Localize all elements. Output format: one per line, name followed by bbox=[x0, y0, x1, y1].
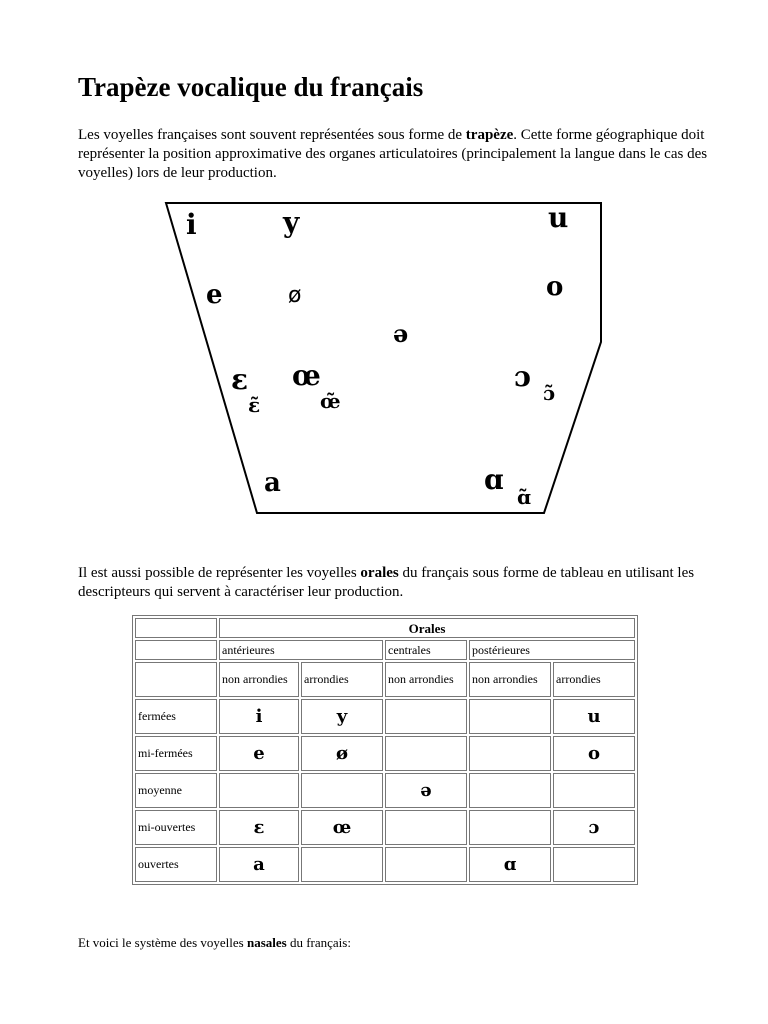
vowel-cell bbox=[301, 847, 383, 882]
table-row bbox=[135, 847, 635, 882]
table-row bbox=[135, 736, 635, 771]
vowel-cell: o bbox=[553, 736, 635, 771]
vowel-a: a bbox=[264, 468, 281, 498]
nasal-intro-bold-term: nasales bbox=[246, 935, 287, 950]
table-row bbox=[135, 699, 635, 734]
nasal-intro-end: du français: bbox=[286, 935, 351, 950]
vowel-cell bbox=[385, 699, 467, 734]
vowel-cell: ə bbox=[385, 773, 467, 808]
nasal-intro-start: Et voici le système des voyelles bbox=[78, 935, 247, 950]
vowel-cell bbox=[385, 847, 467, 882]
vowel-cell bbox=[469, 699, 551, 734]
vowel-open-o: ɔ bbox=[514, 360, 532, 393]
vowel-o-slash: ø bbox=[288, 283, 302, 308]
row-label: fermées bbox=[135, 699, 217, 734]
vowel-cell: y bbox=[301, 699, 383, 734]
sub-cen-non-arrondies: non arrondies bbox=[385, 662, 467, 697]
trapeze-outline bbox=[166, 203, 601, 513]
table-group-row bbox=[135, 640, 635, 660]
group-empty-cell bbox=[135, 640, 217, 660]
vowel-cell bbox=[385, 810, 467, 845]
vowel-cell: ø bbox=[301, 736, 383, 771]
vowel-cell bbox=[301, 773, 383, 808]
sub-pos-arrondies: arrondies bbox=[553, 662, 635, 697]
row-label: moyenne bbox=[135, 773, 217, 808]
table-sub-row bbox=[135, 662, 635, 697]
oral-vowels-table bbox=[132, 615, 638, 885]
vowel-u: u bbox=[548, 201, 569, 234]
nasal-intro-paragraph bbox=[78, 933, 718, 952]
vowel-cell bbox=[219, 773, 299, 808]
group-posterieures: postérieures bbox=[469, 640, 635, 660]
sub-pos-non-arrondies: non arrondies bbox=[469, 662, 551, 697]
row-label: ouvertes bbox=[135, 847, 217, 882]
vowel-y: y bbox=[283, 206, 300, 239]
table-row bbox=[135, 773, 635, 808]
vowel-cell bbox=[469, 810, 551, 845]
vowel-cell: ɛ bbox=[219, 810, 299, 845]
page-title: Trapèze vocalique du français bbox=[78, 72, 424, 102]
table-intro-start: Il est aussi possible de représenter les voyelles bbox=[78, 565, 361, 581]
intro-bold-term: trapèze bbox=[465, 127, 514, 143]
vowel-cell: ɑ bbox=[469, 847, 551, 882]
table-intro-end: du français sous forme de tableau en utilisant les descripteurs qui servent à caractériser leur production. bbox=[78, 565, 695, 600]
vowel-cell: e bbox=[219, 736, 299, 771]
vowel-schwa: ə bbox=[393, 319, 409, 348]
vowel-oe-nasal: œ̃ bbox=[320, 389, 341, 413]
table-row bbox=[135, 810, 635, 845]
vowel-i: i bbox=[186, 208, 197, 241]
header-empty-cell bbox=[135, 618, 217, 638]
table-intro-bold-term: orales bbox=[360, 565, 399, 581]
intro-text-end: . Cette forme géographique doit représenter la position approximative des organes articulatoires (principalement la langue dans le cas des voyelles) lors de leur production. bbox=[78, 127, 708, 181]
vowel-open-o-nasal: ɔ̃ bbox=[543, 381, 556, 405]
vowel-alpha: ɑ bbox=[484, 463, 504, 496]
header-orales: Orales bbox=[219, 618, 635, 638]
vowel-e: e bbox=[206, 280, 223, 310]
vowel-epsilon: ɛ bbox=[231, 363, 249, 396]
group-centrales: centrales bbox=[385, 640, 467, 660]
sub-empty-cell bbox=[135, 662, 217, 697]
vowel-cell: ɔ bbox=[553, 810, 635, 845]
vowel-cell bbox=[385, 736, 467, 771]
vowel-epsilon-nasal: ɛ̃ bbox=[248, 393, 261, 417]
table-intro-paragraph bbox=[78, 564, 718, 602]
vowel-o: o bbox=[546, 272, 564, 302]
vowel-cell bbox=[553, 847, 635, 882]
vowel-cell bbox=[469, 773, 551, 808]
table-header-row bbox=[135, 618, 635, 638]
vowel-cell: i bbox=[219, 699, 299, 734]
vowel-oe: œ bbox=[292, 359, 321, 392]
sub-ant-arrondies: arrondies bbox=[301, 662, 383, 697]
row-label: mi-fermées bbox=[135, 736, 217, 771]
vowel-cell: œ bbox=[301, 810, 383, 845]
vowel-cell bbox=[553, 773, 635, 808]
intro-text-start: Les voyelles françaises sont souvent représentées sous forme de bbox=[78, 127, 466, 143]
vowel-cell: a bbox=[219, 847, 299, 882]
row-label: mi-ouvertes bbox=[135, 810, 217, 845]
vowel-cell bbox=[469, 736, 551, 771]
vowel-alpha-nasal: ɑ̃ bbox=[517, 485, 531, 509]
vowel-cell: u bbox=[553, 699, 635, 734]
sub-ant-non-arrondies: non arrondies bbox=[219, 662, 299, 697]
group-anterieures: antérieures bbox=[219, 640, 383, 660]
